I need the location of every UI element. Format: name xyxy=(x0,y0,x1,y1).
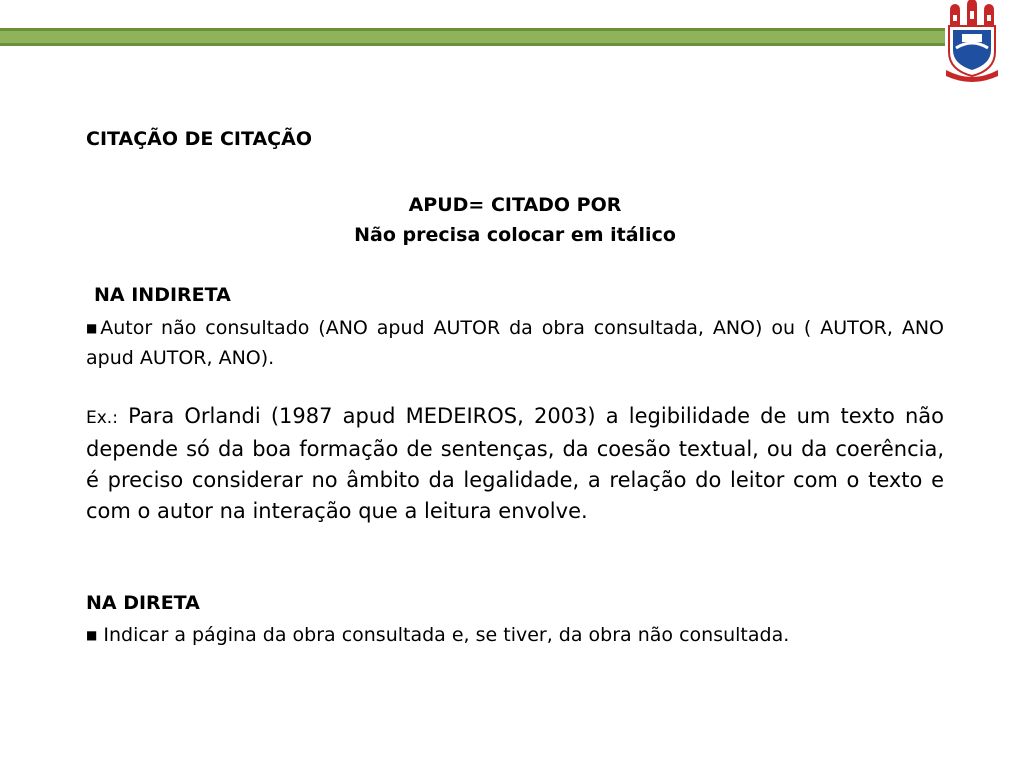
example-text: Para Orlandi (1987 apud MEDEIROS, 2003) a legibilidade de um texto não depende só da boa formação de sentenças, da coesão textual, ou da coerência, é preciso considerar no âmbito da legalidade, a relação do leitor com o texto e com o autor na interação que a leitura envolve. xyxy=(86,404,944,523)
top-green-bar xyxy=(0,28,945,46)
direta-bullet-item xyxy=(86,620,944,650)
italic-note: Não precisa colocar em itálico xyxy=(354,224,676,246)
square-bullet-icon: ■ xyxy=(86,321,101,335)
university-crest-icon xyxy=(944,0,1000,82)
apud-definition: APUD= CITADO POR xyxy=(408,194,622,216)
direta-heading: NA DIRETA xyxy=(86,592,200,614)
indireta-bullet-text: Autor não consultado (ANO apud AUTOR da obra consultada, ANO) ou ( AUTOR, ANO apud AUTOR, ANO). xyxy=(86,317,945,369)
indireta-bullet-item xyxy=(86,313,944,373)
square-bullet-icon: ■ xyxy=(86,628,98,642)
indireta-example xyxy=(86,401,944,527)
indireta-heading: NA INDIRETA xyxy=(94,284,231,306)
direta-bullet-text: Indicar a página da obra consultada e, se tiver, da obra não consultada. xyxy=(103,624,790,646)
example-label: Ex.: xyxy=(86,408,118,428)
slide-title: CITAÇÃO DE CITAÇÃO xyxy=(86,128,312,150)
